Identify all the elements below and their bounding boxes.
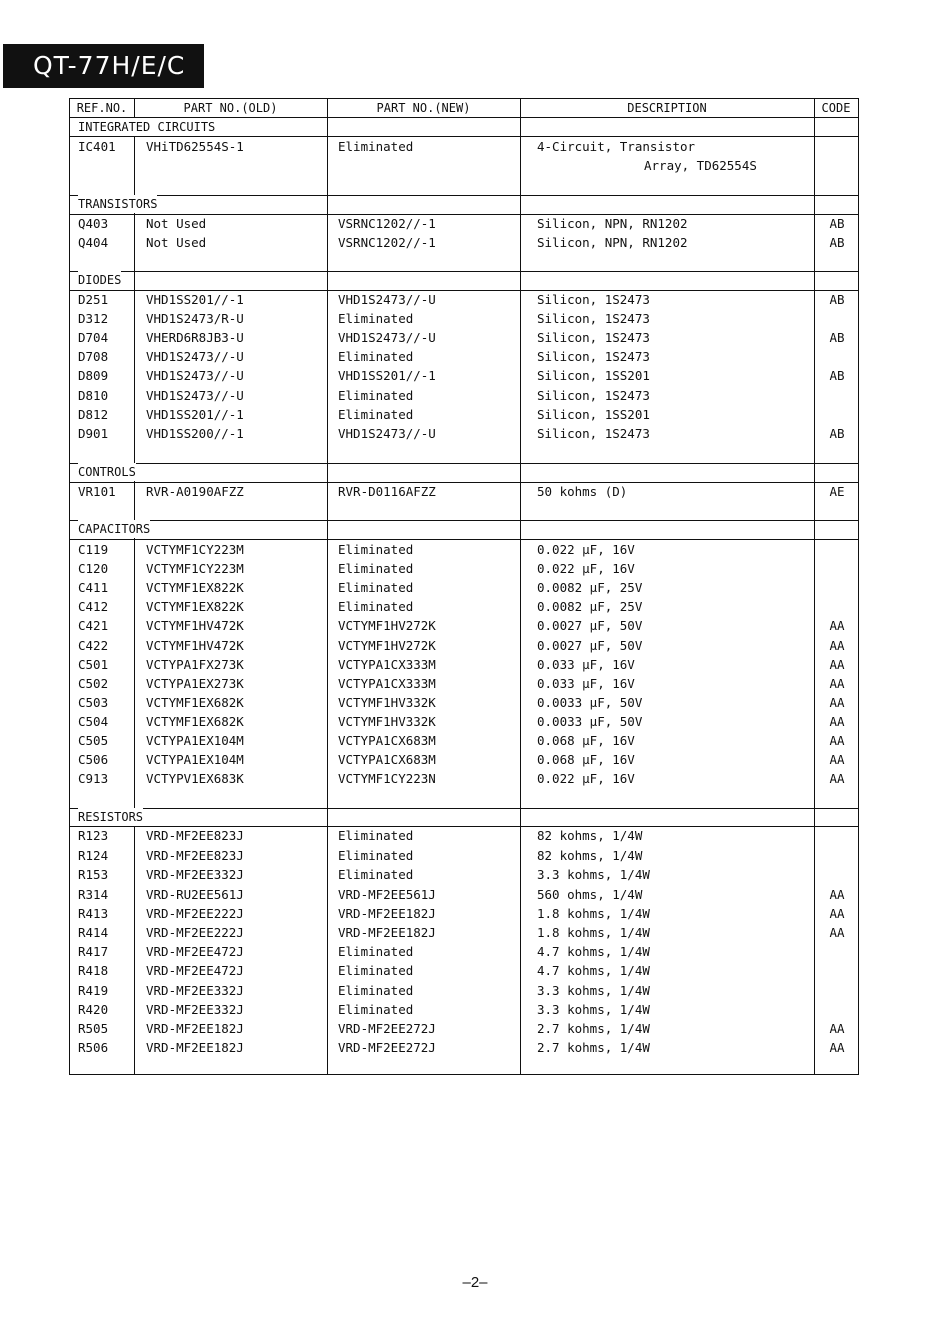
part-no-old: VRD-MF2EE332J (146, 1002, 244, 1017)
code: AA (829, 657, 845, 672)
description: Silicon, NPN, RN1202 (537, 235, 688, 250)
ref-no: R153 (78, 867, 109, 882)
description: 82 kohms, 1/4W (537, 848, 643, 863)
section-rule (70, 463, 858, 464)
part-no-old: VCTYMF1HV472K (146, 618, 244, 633)
part-no-new: Eliminated (338, 580, 414, 595)
part-no-old: VHD1SS200//-1 (146, 426, 244, 441)
description: Silicon, NPN, RN1202 (537, 216, 688, 231)
part-no-old: VHD1S2473//-U (146, 368, 244, 383)
part-no-new: Eliminated (338, 983, 414, 998)
header-part-new: PART NO.(NEW) (376, 101, 471, 115)
table-row (70, 424, 858, 443)
part-no-new: VHD1S2473//-U (338, 292, 436, 307)
ref-no: R506 (78, 1040, 109, 1055)
table-row (70, 981, 858, 1000)
part-no-new: Eliminated (338, 828, 414, 843)
ref-no: C120 (78, 561, 109, 576)
table-row (70, 904, 858, 923)
code: AB (829, 292, 845, 307)
ref-no: D704 (78, 330, 109, 345)
part-no-old: VCTYMF1EX682K (146, 695, 244, 710)
table-row (70, 347, 858, 366)
section-title: INTEGRATED CIRCUITS (78, 120, 216, 134)
description: 0.033 μF, 16V (537, 676, 635, 691)
table-row (70, 712, 858, 731)
table-row (70, 233, 858, 252)
part-no-old: VHD1SS201//-1 (146, 292, 244, 307)
description: 0.0082 μF, 25V (537, 580, 643, 595)
header-ref: REF.NO. (76, 101, 128, 115)
table-row (70, 655, 858, 674)
part-no-new: VCTYMF1HV272K (338, 618, 436, 633)
description: 3.3 kohms, 1/4W (537, 867, 650, 882)
table-row (70, 865, 858, 884)
part-no-new: VHD1S2473//-U (338, 426, 436, 441)
part-no-new: VRD-MF2EE272J (338, 1021, 436, 1036)
part-no-new: VSRNC1202//-1 (338, 235, 436, 250)
ref-no: D812 (78, 407, 109, 422)
part-no-new: VCTYPA1CX683M (338, 733, 436, 748)
part-no-old: VCTYMF1EX822K (146, 580, 244, 595)
table-row (70, 214, 858, 233)
table-row (70, 885, 858, 904)
part-no-new: VRD-MF2EE561J (338, 887, 436, 902)
section-rule (70, 520, 858, 521)
ref-no: C421 (78, 618, 109, 633)
part-no-old: VCTYPA1EX104M (146, 752, 244, 767)
part-no-new: Eliminated (338, 311, 414, 326)
model-badge: QT-77H/E/C (3, 44, 204, 88)
code: AA (829, 1021, 845, 1036)
part-no-old: VCTYPA1EX273K (146, 676, 244, 691)
part-no-old: VRD-MF2EE472J (146, 963, 244, 978)
page-number: –2– (462, 1274, 488, 1291)
ref-no: R419 (78, 983, 109, 998)
section-rule (70, 195, 858, 196)
description: 1.8 kohms, 1/4W (537, 925, 650, 940)
ref-no: D251 (78, 292, 109, 307)
table-row (70, 309, 858, 328)
header-code: CODE (821, 101, 851, 115)
description: 0.022 μF, 16V (537, 771, 635, 786)
parts-table (69, 98, 859, 1075)
part-no-old: VCTYMF1HV472K (146, 638, 244, 653)
description: 0.022 μF, 16V (537, 561, 635, 576)
code: AA (829, 638, 845, 653)
description: 3.3 kohms, 1/4W (537, 1002, 650, 1017)
part-no-old: VHERD6R8JB3-U (146, 330, 244, 345)
part-no-old: Not Used (146, 216, 207, 231)
part-no-new: VCTYPA1CX333M (338, 676, 436, 691)
table-row (70, 731, 858, 750)
description: 2.7 kohms, 1/4W (537, 1040, 650, 1055)
table-row (70, 386, 858, 405)
part-no-old: VRD-MF2EE182J (146, 1021, 244, 1036)
part-no-new: VCTYMF1HV272K (338, 638, 436, 653)
section-rule (70, 271, 858, 272)
part-no-old: VRD-RU2EE561J (146, 887, 244, 902)
part-no-new: VCTYPA1CX333M (338, 657, 436, 672)
ref-no: C503 (78, 695, 109, 710)
part-no-new: VHD1SS201//-1 (338, 368, 436, 383)
code: AA (829, 906, 845, 921)
description: Silicon, 1S2473 (537, 311, 650, 326)
description: 4.7 kohms, 1/4W (537, 944, 650, 959)
description: 0.033 μF, 16V (537, 657, 635, 672)
table-row (70, 693, 858, 712)
code: AA (829, 771, 845, 786)
code: AA (829, 676, 845, 691)
part-no-old: VCTYMF1CY223M (146, 542, 244, 557)
code: AB (829, 330, 845, 345)
code: AA (829, 695, 845, 710)
table-row (70, 559, 858, 578)
description: 4-Circuit, Transistor (537, 139, 696, 154)
part-no-old: VRD-MF2EE823J (146, 848, 244, 863)
ref-no: C505 (78, 733, 109, 748)
description: Silicon, 1S2473 (537, 292, 650, 307)
table-row (70, 923, 858, 942)
part-no-old: VRD-MF2EE222J (146, 906, 244, 921)
part-no-old: VCTYMF1EX682K (146, 714, 244, 729)
ref-no: C502 (78, 676, 109, 691)
ref-no: C119 (78, 542, 109, 557)
table-row (70, 942, 858, 961)
table-row (70, 961, 858, 980)
part-no-old: VCTYMF1CY223M (146, 561, 244, 576)
description: 3.3 kohms, 1/4W (537, 983, 650, 998)
description: 0.0082 μF, 25V (537, 599, 643, 614)
table-row (70, 405, 858, 424)
code: AB (829, 235, 845, 250)
part-no-old: VHiTD62554S-1 (146, 139, 244, 154)
section-title: DIODES (78, 273, 122, 287)
description: 4.7 kohms, 1/4W (537, 963, 650, 978)
part-no-new: Eliminated (338, 848, 414, 863)
ref-no: C412 (78, 599, 109, 614)
part-no-old: VHD1S2473//-U (146, 388, 244, 403)
ref-no: R417 (78, 944, 109, 959)
part-no-new: VCTYPA1CX683M (338, 752, 436, 767)
header-description: DESCRIPTION (627, 101, 707, 115)
code: AA (829, 618, 845, 633)
ref-no: C501 (78, 657, 109, 672)
part-no-new: Eliminated (338, 944, 414, 959)
ref-no: R124 (78, 848, 109, 863)
description-continued: Array, TD62554S (644, 158, 757, 173)
part-no-new: Eliminated (338, 963, 414, 978)
table-row (70, 482, 858, 501)
code: AE (829, 484, 845, 499)
description: Silicon, 1S2473 (537, 388, 650, 403)
ref-no: C506 (78, 752, 109, 767)
part-no-old: VCTYPA1EX104M (146, 733, 244, 748)
description: 0.0033 μF, 50V (537, 695, 643, 710)
table-row (70, 290, 858, 309)
table-row (70, 636, 858, 655)
part-no-new: RVR-D0116AFZZ (338, 484, 436, 499)
ref-no: C913 (78, 771, 109, 786)
part-no-new: VCTYMF1HV332K (338, 714, 436, 729)
ref-no: VR101 (78, 484, 116, 499)
table-row (70, 750, 858, 769)
ref-no: IC401 (78, 139, 116, 154)
description: Silicon, 1SS201 (537, 407, 650, 422)
ref-no: R314 (78, 887, 109, 902)
ref-no: D901 (78, 426, 109, 441)
part-no-new: Eliminated (338, 867, 414, 882)
ref-no: D810 (78, 388, 109, 403)
section-title: CAPACITORS (78, 522, 151, 536)
part-no-new: VCTYMF1CY223N (338, 771, 436, 786)
description: 560 ohms, 1/4W (537, 887, 643, 902)
part-no-new: VRD-MF2EE272J (338, 1040, 436, 1055)
table-row (70, 769, 858, 788)
description: Silicon, 1S2473 (537, 349, 650, 364)
table-row (70, 137, 858, 156)
ref-no: R418 (78, 963, 109, 978)
ref-no: C422 (78, 638, 109, 653)
description: 0.0033 μF, 50V (537, 714, 643, 729)
part-no-new: VCTYMF1HV332K (338, 695, 436, 710)
section-title: CONTROLS (78, 465, 136, 479)
table-row (70, 616, 858, 635)
ref-no: R505 (78, 1021, 109, 1036)
ref-no: C504 (78, 714, 109, 729)
code: AB (829, 368, 845, 383)
table-row (70, 1038, 858, 1057)
table-row (70, 540, 858, 559)
section-rule (70, 808, 858, 809)
ref-no: R414 (78, 925, 109, 940)
code: AA (829, 925, 845, 940)
part-no-old: VHD1S2473/R-U (146, 311, 244, 326)
part-no-old: VCTYPV1EX683K (146, 771, 244, 786)
description: 82 kohms, 1/4W (537, 828, 643, 843)
part-no-old: VCTYMF1EX822K (146, 599, 244, 614)
part-no-new: VHD1S2473//-U (338, 330, 436, 345)
table-row (70, 366, 858, 385)
description: Silicon, 1SS201 (537, 368, 650, 383)
description: 0.022 μF, 16V (537, 542, 635, 557)
description: Silicon, 1S2473 (537, 426, 650, 441)
part-no-old: VRD-MF2EE823J (146, 828, 244, 843)
table-row (70, 826, 858, 845)
code: AA (829, 1040, 845, 1055)
ref-no: R123 (78, 828, 109, 843)
part-no-new: Eliminated (338, 139, 414, 154)
section-title: TRANSISTORS (78, 197, 158, 211)
code: AA (829, 714, 845, 729)
part-no-old: VHD1S2473//-U (146, 349, 244, 364)
code: AA (829, 752, 845, 767)
ref-no: R420 (78, 1002, 109, 1017)
part-no-new: Eliminated (338, 599, 414, 614)
description: 0.0027 μF, 50V (537, 618, 643, 633)
description: 0.068 μF, 16V (537, 752, 635, 767)
table-row (70, 597, 858, 616)
description: 50 kohms (D) (537, 484, 628, 499)
part-no-old: Not Used (146, 235, 207, 250)
ref-no: R413 (78, 906, 109, 921)
table-row (70, 846, 858, 865)
part-no-old: VRD-MF2EE472J (146, 944, 244, 959)
part-no-old: VRD-MF2EE332J (146, 867, 244, 882)
table-row (70, 1019, 858, 1038)
ref-no: D708 (78, 349, 109, 364)
code: AA (829, 733, 845, 748)
description: Silicon, 1S2473 (537, 330, 650, 345)
section-title: RESISTORS (78, 810, 144, 824)
description: 2.7 kohms, 1/4W (537, 1021, 650, 1036)
part-no-new: Eliminated (338, 388, 414, 403)
part-no-new: Eliminated (338, 1002, 414, 1017)
part-no-old: VRD-MF2EE332J (146, 983, 244, 998)
part-no-new: Eliminated (338, 561, 414, 576)
table-row (70, 674, 858, 693)
code: AB (829, 426, 845, 441)
part-no-old: RVR-A0190AFZZ (146, 484, 244, 499)
part-no-old: VHD1SS201//-1 (146, 407, 244, 422)
part-no-new: VRD-MF2EE182J (338, 906, 436, 921)
ref-no: D809 (78, 368, 109, 383)
code: AA (829, 887, 845, 902)
ref-no: Q403 (78, 216, 109, 231)
part-no-old: VRD-MF2EE222J (146, 925, 244, 940)
part-no-new: VRD-MF2EE182J (338, 925, 436, 940)
description: 0.0027 μF, 50V (537, 638, 643, 653)
part-no-new: Eliminated (338, 407, 414, 422)
header-part-old: PART NO.(OLD) (183, 101, 278, 115)
part-no-new: Eliminated (338, 542, 414, 557)
part-no-new: Eliminated (338, 349, 414, 364)
ref-no: C411 (78, 580, 109, 595)
part-no-new: VSRNC1202//-1 (338, 216, 436, 231)
table-row (70, 1000, 858, 1019)
code: AB (829, 216, 845, 231)
description: 0.068 μF, 16V (537, 733, 635, 748)
ref-no: D312 (78, 311, 109, 326)
table-row (70, 578, 858, 597)
table-row (70, 328, 858, 347)
description: 1.8 kohms, 1/4W (537, 906, 650, 921)
ref-no: Q404 (78, 235, 109, 250)
part-no-old: VCTYPA1FX273K (146, 657, 244, 672)
part-no-old: VRD-MF2EE182J (146, 1040, 244, 1055)
